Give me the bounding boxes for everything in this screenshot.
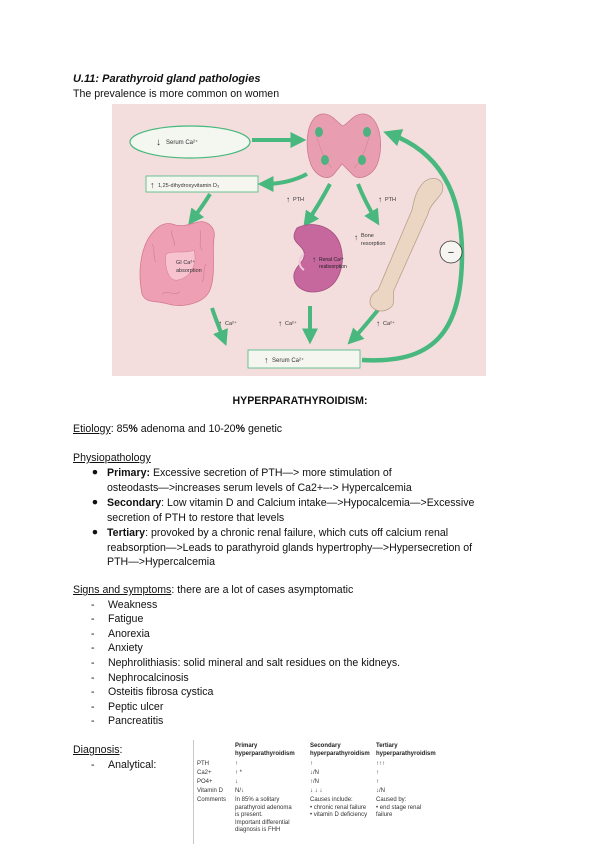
tertiary-line-1: : provoked by a chronic renal failure, which cuts off calcium renal (145, 527, 449, 539)
cell: N/↓ (235, 788, 244, 794)
secondary-line-1: : Low vitamin D and Calcium intake—>Hypocalcemia—>Excessive (161, 497, 475, 509)
list-item: Pancreatitis (108, 715, 164, 727)
serum-calcium-top-label: Serum Ca²⁺ (166, 140, 199, 146)
tertiary-line-2: reabsorption—>Leads to parathyroid glands hypertrophy—>Hypersecretion of (107, 541, 473, 554)
etiology-text-c: genetic (245, 423, 283, 435)
secondary-item (107, 496, 474, 525)
gi-absorption-label-2: absorption (176, 268, 202, 274)
svg-text:↑: ↑ (218, 319, 222, 328)
list-item: Osteitis fibrosa cystica (108, 686, 214, 698)
tertiary-line-3: PTH—>Hypercalcemia (107, 556, 216, 569)
secondary-line-2: secretion of PTH to restore that levels (107, 511, 285, 524)
negative-feedback-sign: − (447, 247, 455, 259)
diagnosis-label: Diagnosis (73, 744, 120, 756)
etiology-text-a: : 85 (110, 423, 129, 435)
list-dash: - (91, 613, 95, 625)
signs-intro: : there are a lot of cases asymptomatic (171, 584, 354, 596)
row-label: PTH (197, 761, 209, 767)
primary-term: Primary: (107, 467, 150, 479)
svg-text:↑: ↑ (312, 255, 316, 264)
svg-text:↑: ↑ (354, 233, 358, 242)
primary-item (107, 466, 412, 495)
header-primary: Primary hyperparathyroidism (235, 743, 295, 757)
tertiary-item (107, 526, 472, 570)
etiology-text-b: adenoma and 10-20 (137, 423, 236, 435)
list-dash: - (91, 672, 95, 684)
signs-line (73, 584, 353, 596)
table-divider (193, 740, 194, 844)
parathyroid-gland-1 (315, 127, 323, 137)
list-dash: - (91, 599, 95, 611)
cell: ↓ (235, 779, 238, 785)
renal-reabsorption-label-2: reabsorption (319, 264, 347, 270)
prevalence-note: The prevalence is more common on women (73, 88, 280, 100)
parathyroid-gland-3 (321, 155, 329, 165)
parathyroid-gland-2 (363, 127, 371, 137)
list-item: Anorexia (108, 628, 150, 640)
gi-absorption-label-1: GI Ca²⁺ (176, 260, 196, 266)
serum-calcium-bottom-label: Serum Ca²⁺ (272, 358, 305, 364)
vitamin-d-label: 1,25-dihydroxyvitamin D₃ (158, 183, 220, 189)
svg-text:↑: ↑ (264, 355, 269, 365)
bullet-dot: ● (91, 526, 99, 538)
ca-kidney-label: Ca²⁺ (285, 321, 297, 327)
list-item: Fatigue (108, 613, 144, 625)
list-dash: - (91, 686, 95, 698)
cell: ↑ (376, 779, 379, 785)
row-label: PO4+ (197, 779, 213, 785)
cell: ↓/N (310, 770, 319, 776)
list-dash: - (91, 657, 95, 669)
physiopathology-label: Physiopathology (73, 452, 151, 464)
list-dash: - (91, 701, 95, 713)
list-dash: - (91, 642, 95, 654)
cell: ↑ (376, 770, 379, 776)
svg-text:↑: ↑ (378, 195, 382, 204)
bone-resorption-label-2: resorption (361, 241, 386, 247)
comments-secondary: Causes include: • chronic renal failure • vitamin D deficiency (310, 797, 368, 818)
comments-tertiary: Caused by: • end stage renal failure (376, 797, 422, 818)
list-dash: - (91, 759, 95, 771)
cell: ↓/N (376, 788, 385, 794)
row-label: Vitamin D (197, 788, 223, 794)
cell: ↓ ↓ ↓ (310, 788, 323, 794)
svg-text:↑: ↑ (150, 180, 155, 190)
cell: ↑ (310, 761, 313, 767)
bone-resorption-label-1: Bone (361, 233, 374, 239)
secondary-term: Secondary (107, 497, 162, 509)
etiology-label: Etiology (73, 423, 111, 435)
ca-bone-label: Ca²⁺ (383, 321, 395, 327)
cell: ↑↑↑ (376, 761, 385, 767)
primary-line-1: Excessive secretion of PTH—> more stimulation of (150, 467, 392, 479)
diagnosis-line (73, 744, 122, 756)
list-dash: - (91, 628, 95, 640)
diagnosis-colon: : (119, 744, 123, 756)
signs-label: Signs and symptoms (73, 584, 172, 596)
tertiary-term: Tertiary (107, 527, 146, 539)
svg-text:↑: ↑ (376, 319, 380, 328)
list-item: Nephrocalcinosis (108, 672, 189, 684)
etiology-pct-2: % (235, 423, 245, 435)
row-label: Ca2+ (197, 770, 212, 776)
calcium-homeostasis-figure (112, 104, 486, 376)
etiology-line (73, 423, 282, 435)
parathyroid-gland-4 (358, 155, 366, 165)
list-item: Peptic ulcer (108, 701, 164, 713)
hyperparathyroidism-heading: HYPERPARATHYROIDISM: (232, 395, 368, 407)
header-secondary: Secondary hyperparathyroidism (310, 743, 370, 757)
primary-line-2: osteodasts—>increases serum levels of Ca2+–-> Hypercalcemia (107, 481, 412, 494)
etiology-pct-1: % (128, 423, 138, 435)
serum-calcium-down-arrow: ↓ (156, 137, 161, 148)
row-label: Comments (197, 797, 227, 803)
list-item: Weakness (108, 599, 158, 611)
list-dash: - (91, 715, 95, 727)
list-item: Nephrolithiasis: solid mineral and salt residues on the kidneys. (108, 657, 401, 669)
analytical-label: Analytical: (108, 759, 157, 771)
ca-gut-label: Ca²⁺ (225, 321, 237, 327)
header-tertiary: Tertiary hyperparathyroidism (376, 743, 436, 757)
bullet-dot: ● (91, 466, 99, 478)
cell: ↑/N (310, 779, 319, 785)
svg-text:↑: ↑ (278, 319, 282, 328)
cell: ↑ (235, 761, 238, 767)
page-title: U.11: Parathyroid gland pathologies (73, 73, 261, 85)
cell: ↑ * (235, 770, 243, 776)
pth-label-right: PTH (385, 197, 396, 203)
bullet-dot: ● (91, 496, 99, 508)
comments-primary: In 85% a solitary parathyroid adenoma is present. Important differential diagnosis is FHH (235, 797, 292, 833)
renal-reabsorption-label-1: Renal Ca²⁺ (319, 257, 345, 263)
pth-label-left: PTH (293, 197, 304, 203)
svg-text:↑: ↑ (286, 195, 290, 204)
list-item: Anxiety (108, 642, 143, 654)
